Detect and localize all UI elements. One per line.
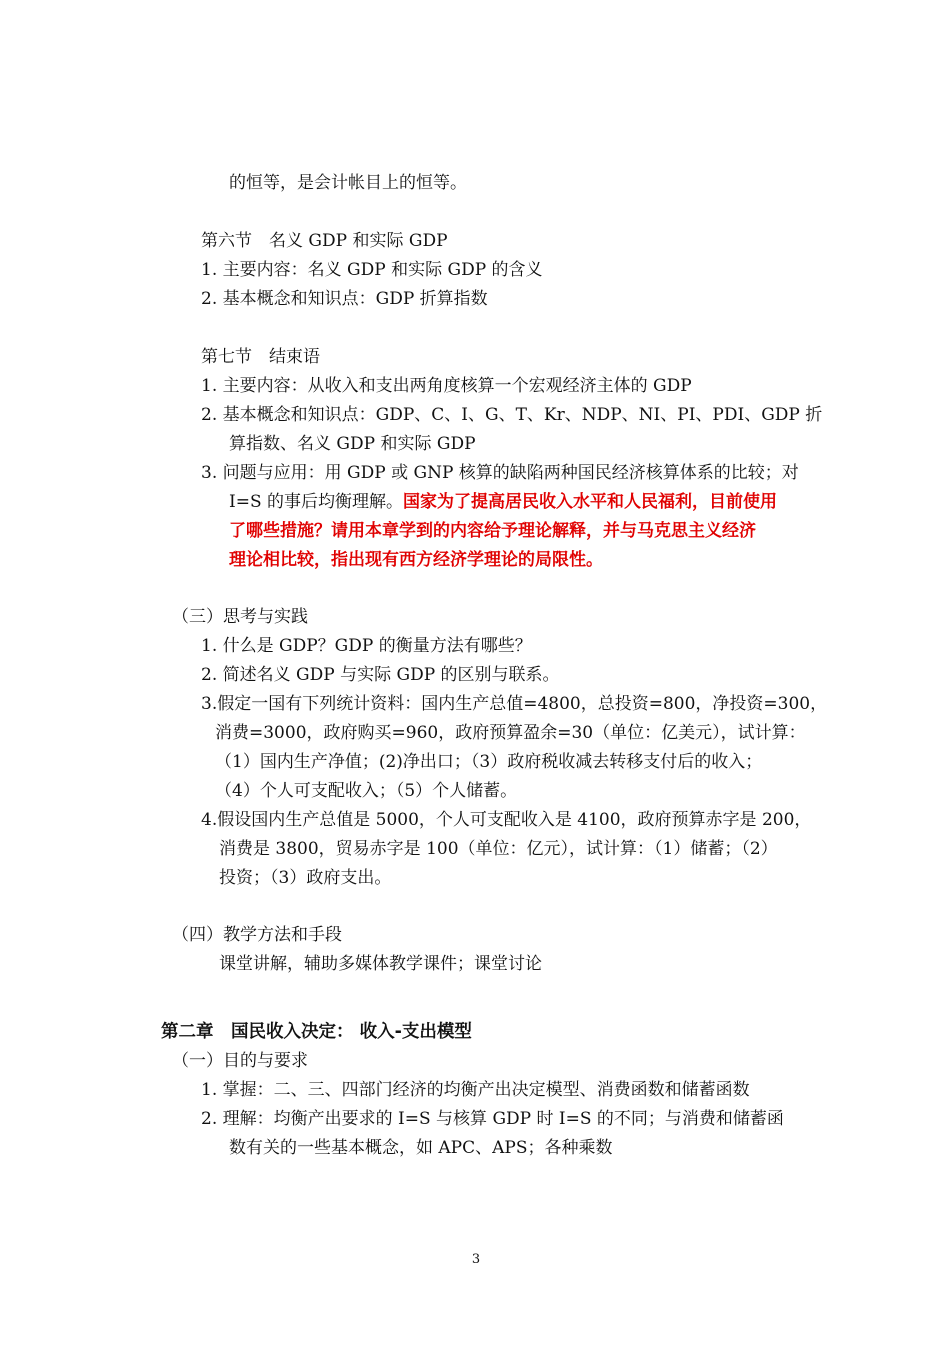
list-item: 3. 问题与应用：用 GDP 或 GNP 核算的缺陷两种国民经济核算体系的比较；对	[201, 463, 799, 483]
text-line: 课堂讲解，辅助多媒体教学课件；课堂讨论	[219, 954, 542, 974]
list-item: 3.假定一国有下列统计资料：国内生产总值=4800，总投资=800，净投资=300，	[201, 694, 828, 714]
list-item: 2. 简述名义 GDP 与实际 GDP 的区别与联系。	[201, 665, 560, 685]
list-item-continuation: （1）国内生产净值；(2)净出口；（3）政府税收减去转移支付后的收入；	[215, 752, 763, 772]
list-item-continuation: 算指数、名义 GDP 和实际 GDP	[229, 434, 476, 454]
list-item: 1. 主要内容：名义 GDP 和实际 GDP 的含义	[201, 260, 543, 280]
list-item-continuation: （4）个人可支配收入；（5）个人储蓄。	[215, 781, 518, 801]
section-heading: 第七节 结束语	[201, 347, 320, 367]
list-item: 2. 基本概念和知识点：GDP 折算指数	[201, 289, 488, 309]
list-item-continuation: 消费=3000，政府购买=960，政府预算盈余=30（单位：亿美元），试计算：	[215, 723, 806, 743]
emphasis-text: 了哪些措施？请用本章学到的内容给予理论解释，并与马克思主义经济	[229, 521, 756, 541]
list-item: 1. 主要内容：从收入和支出两角度核算一个宏观经济主体的 GDP	[201, 376, 692, 396]
text-segment: I=S 的事后均衡理解。	[229, 492, 404, 512]
emphasis-text: 理论相比较，指出现有西方经济学理论的局限性。	[229, 550, 603, 570]
section-heading: 第六节 名义 GDP 和实际 GDP	[201, 231, 448, 251]
chapter-title: 第二章 国民收入决定： 收入-支出模型	[161, 1022, 472, 1042]
text-line: 的恒等，是会计帐目上的恒等。	[229, 173, 467, 193]
page-number: 3	[471, 1252, 481, 1267]
list-item-continuation	[229, 490, 777, 514]
list-item: 1. 掌握：二、三、四部门经济的均衡产出决定模型、消费函数和储蓄函数	[201, 1080, 750, 1100]
list-item: 2. 理解：均衡产出要求的 I=S 与核算 GDP 时 I=S 的不同；与消费和储蓄函	[201, 1109, 784, 1129]
section-heading: （四）教学方法和手段	[172, 925, 342, 945]
list-item: 1. 什么是 GDP？GDP 的衡量方法有哪些？	[201, 636, 532, 656]
list-item-continuation: 数有关的一些基本概念，如 APC、APS；各种乘数	[229, 1138, 613, 1158]
section-heading: （一）目的与要求	[172, 1051, 308, 1071]
list-item: 2. 基本概念和知识点：GDP、C、I、G、T、Kr、NDP、NI、PI、PDI、GDP 折	[201, 405, 823, 425]
list-item-continuation: 投资；（3）政府支出。	[219, 868, 392, 888]
section-heading: （三）思考与实践	[172, 607, 308, 627]
emphasis-text: 国家为了提高居民收入水平和人民福利，目前使用	[403, 492, 778, 512]
list-item: 4.假设国内生产总值是 5000，个人可支配收入是 4100，政府预算赤字是 200，	[201, 810, 812, 830]
list-item-continuation: 消费是 3800，贸易赤字是 100（单位：亿元），试计算：（1）储蓄；（2）	[219, 839, 778, 859]
